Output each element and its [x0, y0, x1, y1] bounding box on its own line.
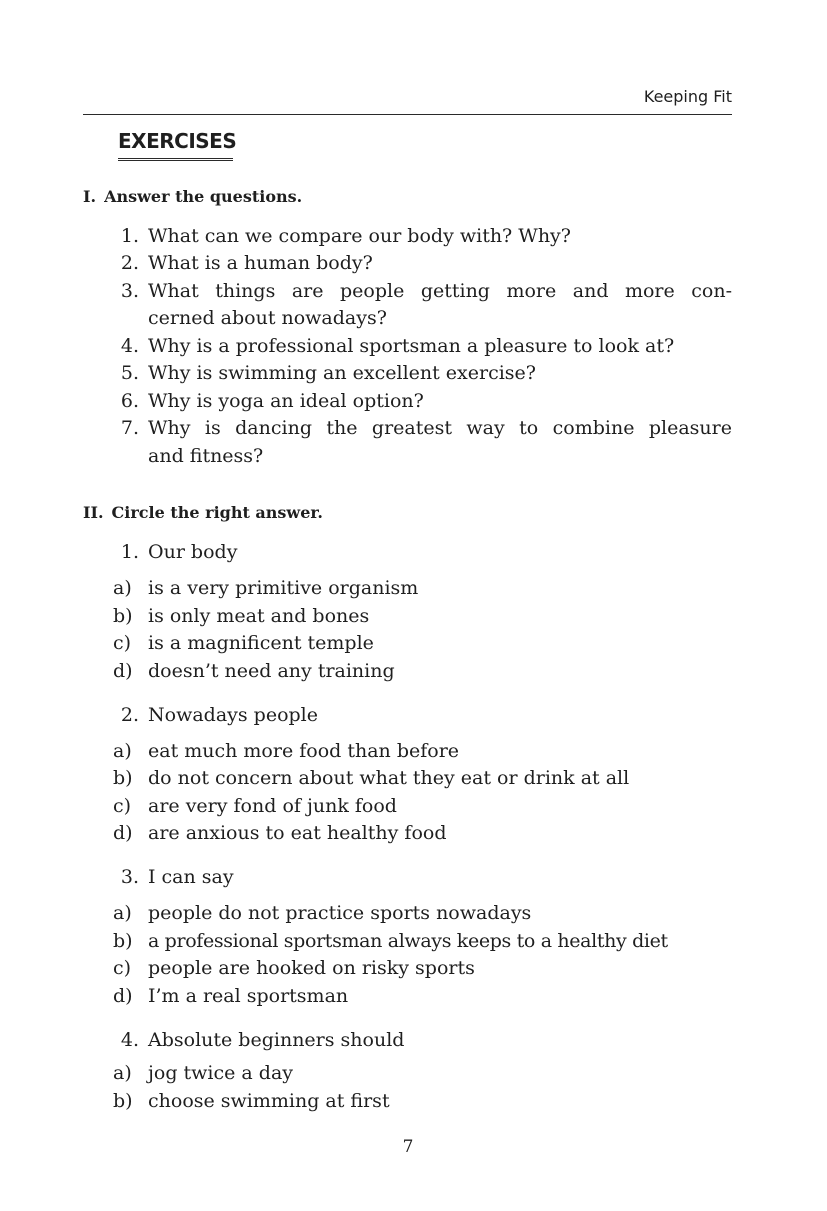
question-text: Why is dancing the greatest way to combine pleasure [148, 417, 732, 439]
page-number: 7 [402, 1137, 414, 1157]
option-letter: d) [113, 660, 133, 682]
option-letter: c) [113, 632, 132, 654]
question-number: 1. [120, 225, 139, 247]
mc-item-number: 4. [120, 1029, 139, 1051]
option-text: doesn’t need any training [148, 660, 395, 682]
option-text: a professional sportsman always keeps to a healthy diet [148, 930, 668, 952]
option-text: is only meat and bones [148, 605, 370, 627]
option-letter: d) [113, 985, 133, 1007]
option-letter: a) [113, 740, 132, 762]
option-letter: b) [113, 605, 133, 627]
exercises-title: EXERCISES [118, 127, 233, 161]
option-text: eat much more food than before [148, 740, 460, 762]
question-text: What can we compare our body with? Why? [148, 225, 571, 247]
mc-item-stem: I can say [148, 866, 234, 888]
question-text: Why is swimming an excellent exercise? [148, 362, 536, 384]
question-text: What things are people getting more and more con- [148, 280, 732, 302]
option-text: is a very primitive organism [148, 577, 419, 599]
section-2-heading [83, 502, 323, 524]
option-letter: b) [113, 767, 133, 789]
section-2-heading-text: Circle the right answer. [111, 503, 323, 522]
option-text: are very fond of junk food [148, 795, 397, 817]
question-number: 3. [120, 280, 139, 302]
option-letter: a) [113, 1062, 132, 1084]
question-number: 6. [120, 390, 139, 412]
option-text: I’m a real sportsman [148, 985, 349, 1007]
running-head-text: Keeping Fit [643, 87, 732, 106]
question-text: Why is a professional sportsman a pleasure to look at? [148, 335, 675, 357]
option-text: do not concern about what they eat or drink at all [148, 767, 630, 789]
option-letter: c) [113, 957, 132, 979]
question-text-continued: cerned about nowadays? [148, 307, 387, 329]
option-text: choose swimming at first [148, 1090, 390, 1112]
mc-item-number: 1. [120, 541, 139, 563]
option-letter: d) [113, 822, 133, 844]
mc-item-stem: Absolute beginners should [148, 1029, 405, 1051]
question-number: 4. [120, 335, 139, 357]
section-1-heading [83, 186, 302, 208]
option-letter: a) [113, 902, 132, 924]
option-letter: c) [113, 795, 132, 817]
question-text: Why is yoga an ideal option? [148, 390, 424, 412]
section-2-number: II. [83, 503, 104, 522]
mc-item-number: 2. [120, 704, 139, 726]
question-number: 2. [120, 252, 139, 274]
question-number: 7. [120, 417, 139, 439]
section-1-number: I. [83, 187, 97, 206]
option-text: are anxious to eat healthy food [148, 822, 447, 844]
question-text-continued: and fitness? [148, 445, 264, 467]
mc-item-stem: Nowadays people [148, 704, 318, 726]
question-text: What is a human body? [148, 252, 373, 274]
option-letter: b) [113, 930, 133, 952]
question-number: 5. [120, 362, 139, 384]
section-1-heading-text: Answer the questions. [104, 187, 303, 206]
mc-item-number: 3. [120, 866, 139, 888]
option-letter: b) [113, 1090, 133, 1112]
running-head [83, 86, 732, 115]
mc-item-stem: Our body [148, 541, 238, 563]
option-text: is a magnificent temple [148, 632, 374, 654]
option-text: jog twice a day [148, 1062, 294, 1084]
option-text: people do not practice sports nowadays [148, 902, 532, 924]
option-letter: a) [113, 577, 132, 599]
option-text: people are hooked on risky sports [148, 957, 475, 979]
